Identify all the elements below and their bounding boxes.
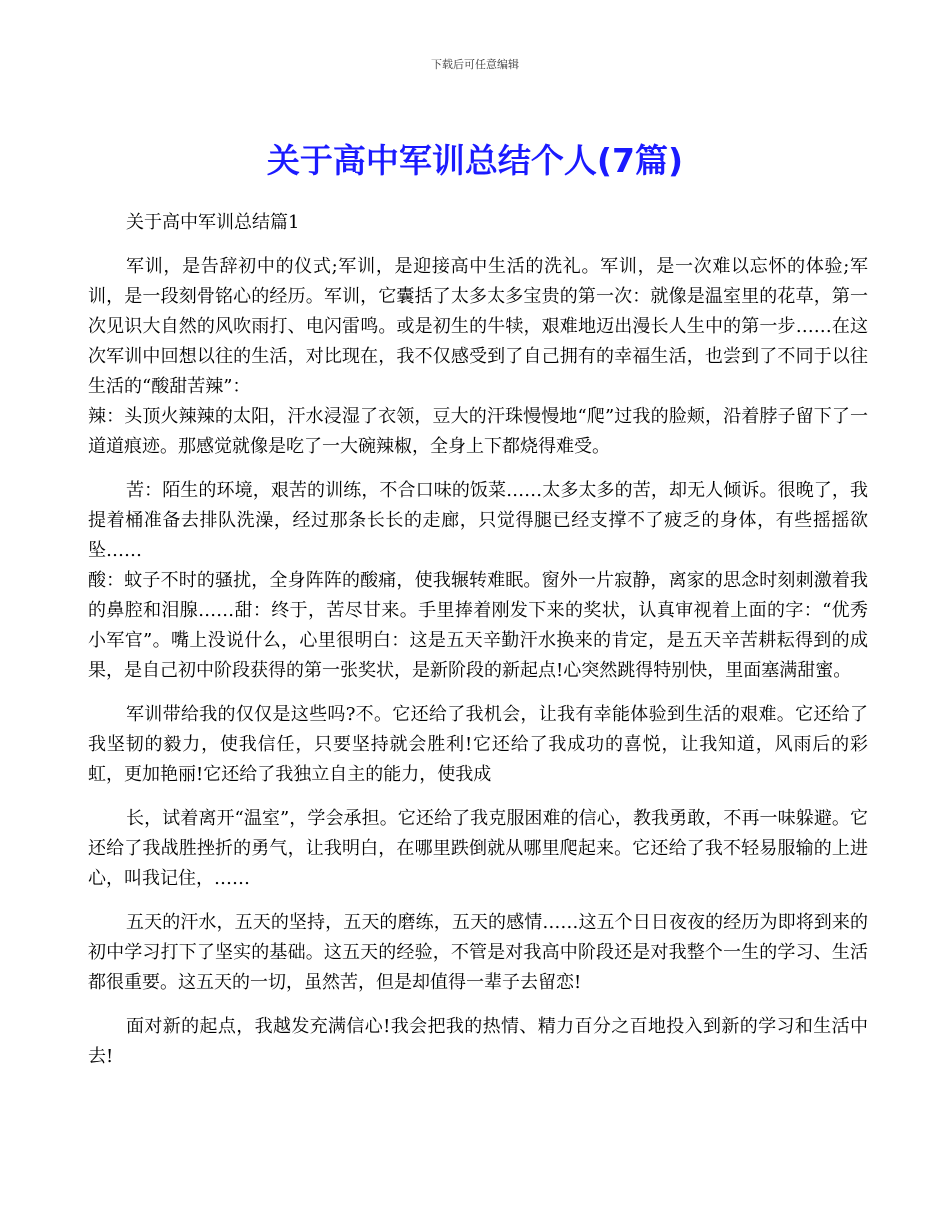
document-body — [88, 208, 868, 1086]
paragraph-1-continued: 辣：头顶火辣辣的太阳，汗水浸湿了衣领，豆大的汗珠慢慢地“爬”过我的脸颊，沿着脖子留下了一道道痕迹。那感觉就像是吃了一大碗辣椒，全身上下都烧得难受。 — [88, 406, 868, 457]
paragraph-5: 五天的汗水，五天的坚持，五天的磨练，五天的感情……这五个日日夜夜的经历为即将到来的初中学习打下了坚实的基础。这五天的经验，不管是对我高中阶段还是对我整个一生的学习、生活都很重要。这五天的一切，虽然苦，但是却值得一辈子去留恋! — [88, 912, 868, 993]
section-heading: 关于高中军训总结篇1 — [126, 212, 300, 233]
header-note: 下载后可任意编辑 — [431, 58, 519, 71]
paragraph-group-1 — [88, 252, 868, 462]
paragraph-6: 面对新的起点，我越发充满信心!我会把我的热情、精力百分之百地投入到新的学习和生活中去! — [88, 1016, 868, 1067]
document-title: 关于高中军训总结个人(7篇) — [266, 141, 684, 180]
paragraph-2: 苦：陌生的环境，艰苦的训练，不合口味的饭菜……太多太多的苦，却无人倾诉。很晚了，我提着桶准备去排队洗澡，经过那条长长的走廊，只觉得腿已经支撑不了疲乏的身体，有些摇摇欲坠…… — [88, 480, 868, 561]
paragraph-2-continued: 酸：蚊子不时的骚扰，全身阵阵的酸痛，使我辗转难眠。窗外一片寂静，离家的思念时刻刺激着我的鼻腔和泪腺……甜：终于，苦尽甘来。手里捧着刚发下来的奖状，认真审视着上面的字：“优秀小军官”。嘴上没说什么，心里很明白：这是五天辛勤汗水换来的肯定，是五天辛苦耕耘得到的成果，是自己初中阶段获得的第一张奖状，是新阶段的新起点!心突然跳得特别快，里面塞满甜蜜。 — [88, 570, 868, 681]
paragraph-3: 军训带给我的仅仅是这些吗?不。它还给了我机会，让我有幸能体验到生活的艰难。它还给了我坚韧的毅力，使我信任，只要坚持就会胜利!它还给了我成功的喜悦，让我知道，风雨后的彩虹，更加艳丽!它还给了我独立自主的能力，使我成 — [88, 704, 868, 785]
paragraph-group-2 — [88, 476, 868, 686]
paragraph-4: 长，试着离开“温室”，学会承担。它还给了我克服困难的信心，教我勇敢，不再一味躲避。它还给了我战胜挫折的勇气，让我明白，在哪里跌倒就从哪里爬起来。它还给了我不轻易服输的上进心，叫我记住，…… — [88, 808, 868, 889]
paragraph-1: 军训，是告辞初中的仪式;军训，是迎接高中生活的洗礼。军训，是一次难以忘怀的体验;军训，是一段刻骨铭心的经历。军训，它囊括了太多太多宝贵的第一次：就像是温室里的花草，第一次见识大自然的风吹雨打、电闪雷鸣。或是初生的牛犊，艰难地迈出漫长人生中的第一步……在这次军训中回想以往的生活，对比现在，我不仅感受到了自己拥有的幸福生活，也尝到了不同于以往生活的“酸甜苦辣”： — [88, 256, 868, 397]
